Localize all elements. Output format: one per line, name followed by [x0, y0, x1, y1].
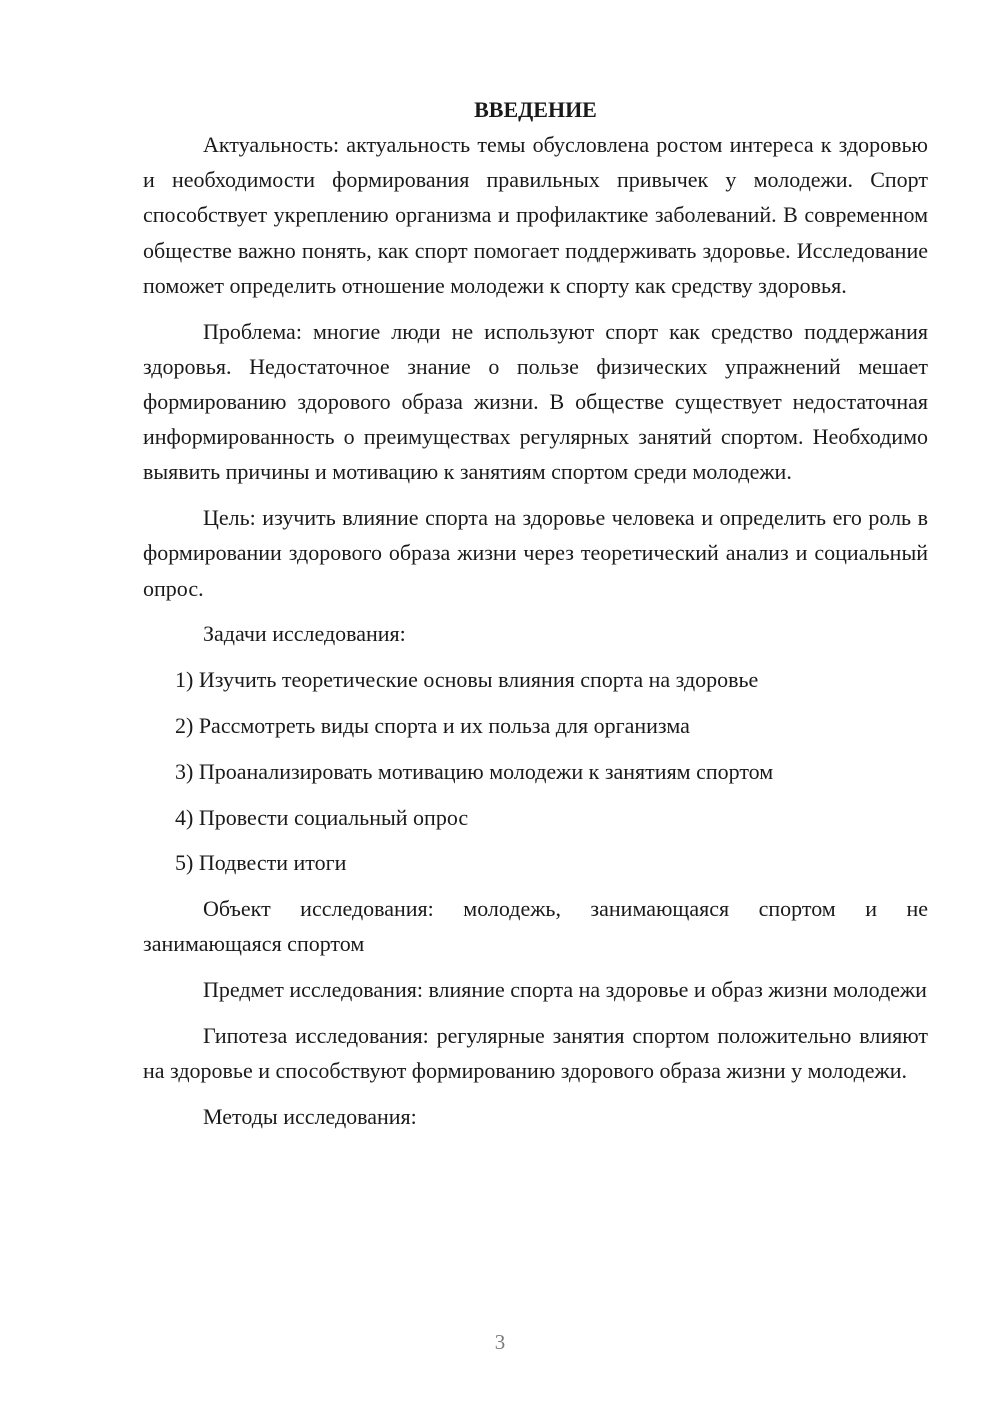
task-item: 1) Изучить теоретические основы влияния спорта на здоровье — [175, 667, 759, 693]
task-item: 2) Рассмотреть виды спорта и их польза для организма — [175, 713, 690, 739]
hypothesis-paragraph: Гипотеза исследования: регулярные занятия спортом положительно влияют на здоровье и способствуют формированию здорового образа жизни у молодежи. — [143, 1023, 928, 1084]
section-title: ВВЕДЕНИЕ — [474, 97, 597, 122]
relevance-paragraph: Актуальность: актуальность темы обусловлена ростом интереса к здоровью и необходимости формирования правильных привычек у молодежи. Спорт способствует укреплению организма и профилактике заболеваний. В современном обществе важно понять, как спорт помогает поддерживать здоровье. Исследование поможет определить отношение молодежи к спорту как средству здоровья. — [143, 132, 928, 298]
task-item: 4) Провести социальный опрос — [175, 804, 469, 830]
tasks-heading: Задачи исследования: — [203, 621, 406, 647]
task-item: 3) Проанализировать мотивацию молодежи к занятиям спортом — [175, 758, 774, 784]
methods-heading: Методы исследования: — [203, 1104, 417, 1129]
document-page — [143, 92, 928, 1145]
problem-paragraph: Проблема: многие люди не используют спорт как средство поддержания здоровья. Недостаточное знание о пользе физических упражнений мешает формированию здорового образа жизни. В обществе существует недостаточная информированность о преимуществах регулярных занятий спортом. Необходимо выявить причины и мотивацию к занятиям спортом среди молодежи. — [143, 318, 928, 485]
subject-paragraph: Предмет исследования: влияние спорта на здоровье и образ жизни молодежи — [203, 977, 927, 1003]
goal-paragraph: Цель: изучить влияние спорта на здоровье человека и определить его роль в формировании здорового образа жизни через теоретический анализ и социальный опрос. — [143, 505, 928, 601]
tasks-list — [143, 662, 928, 880]
page-number: 3 — [494, 1330, 506, 1354]
object-paragraph: Объект исследования: молодежь, занимающаяся спортом и не занимающаяся спортом — [143, 896, 928, 957]
task-item: 5) Подвести итоги — [175, 850, 347, 876]
